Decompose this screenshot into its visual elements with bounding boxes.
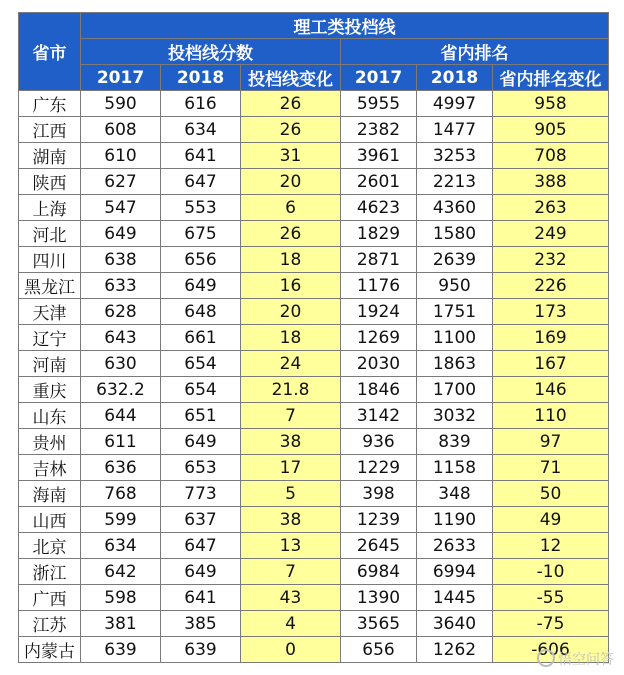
rank-2017-cell: 3142 [341,403,417,429]
table-row [19,533,609,559]
rank-2017-cell: 3565 [341,611,417,637]
province-cell: 上海 [19,195,81,221]
score-change-cell: 24 [241,351,341,377]
rank-2017-cell: 656 [341,637,417,663]
rank-change-cell: 49 [493,507,609,533]
score-change-cell: 17 [241,455,341,481]
rank-change-cell: -55 [493,585,609,611]
score-2018-cell: 773 [161,481,241,507]
score-2018-cell: 553 [161,195,241,221]
score-change-cell: 26 [241,117,341,143]
score-2017-cell: 599 [81,507,161,533]
score-2017-cell: 642 [81,559,161,585]
province-cell: 河南 [19,351,81,377]
rank-2018-cell: 3253 [417,143,493,169]
score-2017-cell: 630 [81,351,161,377]
score-2017-cell: 632.2 [81,377,161,403]
score-change-cell: 18 [241,325,341,351]
score-2018-cell: 654 [161,377,241,403]
score-2017-header: 2017 [81,65,161,91]
score-change-cell: 16 [241,273,341,299]
rank-change-cell: 71 [493,455,609,481]
score-change-cell: 6 [241,195,341,221]
score-change-cell: 38 [241,429,341,455]
rank-change-cell: 263 [493,195,609,221]
rank-2018-cell: 1445 [417,585,493,611]
score-change-cell: 38 [241,507,341,533]
rank-2018-cell: 4997 [417,91,493,117]
rank-group-header: 省内排名 [341,39,609,65]
rank-2018-cell: 2213 [417,169,493,195]
score-2017-cell: 639 [81,637,161,663]
score-2018-cell: 641 [161,585,241,611]
rank-2017-cell: 1390 [341,585,417,611]
rank-change-cell: 388 [493,169,609,195]
province-cell: 重庆 [19,377,81,403]
province-cell: 内蒙古 [19,637,81,663]
score-change-cell: 0 [241,637,341,663]
score-2017-cell: 608 [81,117,161,143]
score-change-cell: 26 [241,221,341,247]
score-change-header: 投档线变化 [241,65,341,91]
score-2017-cell: 627 [81,169,161,195]
table-row [19,247,609,273]
admission-score-table [18,12,609,663]
province-cell: 广西 [19,585,81,611]
province-header: 省市 [19,13,81,91]
rank-change-cell: -606 [493,637,609,663]
table-row [19,507,609,533]
table-row [19,195,609,221]
rank-2017-cell: 1176 [341,273,417,299]
score-2018-cell: 654 [161,351,241,377]
score-change-cell: 13 [241,533,341,559]
rank-2018-cell: 3640 [417,611,493,637]
rank-2017-cell: 936 [341,429,417,455]
province-cell: 吉林 [19,455,81,481]
score-2017-cell: 768 [81,481,161,507]
rank-2017-cell: 1229 [341,455,417,481]
rank-change-cell: 169 [493,325,609,351]
score-change-cell: 43 [241,585,341,611]
table-row [19,221,609,247]
rank-2017-cell: 2382 [341,117,417,143]
province-cell: 贵州 [19,429,81,455]
score-2018-cell: 634 [161,117,241,143]
province-cell: 辽宁 [19,325,81,351]
table-body [19,91,609,663]
score-change-cell: 26 [241,91,341,117]
rank-change-cell: 167 [493,351,609,377]
table-row [19,377,609,403]
score-2018-cell: 616 [161,91,241,117]
rank-2018-cell: 1158 [417,455,493,481]
rank-change-cell: -75 [493,611,609,637]
rank-2017-cell: 5955 [341,91,417,117]
score-change-cell: 21.8 [241,377,341,403]
score-2018-cell: 649 [161,429,241,455]
rank-2017-cell: 1924 [341,299,417,325]
rank-2017-cell: 2030 [341,351,417,377]
rank-2018-cell: 1100 [417,325,493,351]
rank-change-cell: 173 [493,299,609,325]
province-cell: 海南 [19,481,81,507]
score-2018-cell: 661 [161,325,241,351]
rank-2017-cell: 2601 [341,169,417,195]
rank-change-cell: 905 [493,117,609,143]
rank-2018-header: 2018 [417,65,493,91]
score-2018-header: 2018 [161,65,241,91]
rank-change-cell: 232 [493,247,609,273]
rank-2018-cell: 1262 [417,637,493,663]
table-row [19,637,609,663]
main-title: 理工类投档线 [81,13,609,39]
score-2017-cell: 590 [81,91,161,117]
rank-change-cell: 12 [493,533,609,559]
score-2018-cell: 641 [161,143,241,169]
table-row [19,585,609,611]
rank-2018-cell: 1190 [417,507,493,533]
score-change-cell: 18 [241,247,341,273]
score-2018-cell: 651 [161,403,241,429]
rank-2017-cell: 398 [341,481,417,507]
score-2017-cell: 638 [81,247,161,273]
rank-change-cell: 958 [493,91,609,117]
province-cell: 江苏 [19,611,81,637]
score-change-cell: 31 [241,143,341,169]
score-2018-cell: 653 [161,455,241,481]
rank-2017-cell: 4623 [341,195,417,221]
score-2017-cell: 381 [81,611,161,637]
province-cell: 江西 [19,117,81,143]
province-cell: 山西 [19,507,81,533]
rank-change-cell: 97 [493,429,609,455]
rank-2017-cell: 1829 [341,221,417,247]
province-cell: 河北 [19,221,81,247]
rank-2018-cell: 1863 [417,351,493,377]
rank-change-cell: 50 [493,481,609,507]
table-row [19,403,609,429]
province-cell: 天津 [19,299,81,325]
rank-change-header: 省内排名变化 [493,65,609,91]
table-row [19,325,609,351]
score-change-cell: 7 [241,403,341,429]
table-row [19,299,609,325]
rank-2017-cell: 6984 [341,559,417,585]
score-2017-cell: 628 [81,299,161,325]
province-cell: 广东 [19,91,81,117]
score-2017-cell: 547 [81,195,161,221]
score-2018-cell: 649 [161,559,241,585]
table-row [19,143,609,169]
rank-change-cell: 226 [493,273,609,299]
rank-2017-cell: 2871 [341,247,417,273]
rank-2017-header: 2017 [341,65,417,91]
score-change-cell: 5 [241,481,341,507]
table-row [19,273,609,299]
score-group-header: 投档线分数 [81,39,341,65]
table-row [19,455,609,481]
province-cell: 黑龙江 [19,273,81,299]
rank-2017-cell: 1239 [341,507,417,533]
score-2017-cell: 636 [81,455,161,481]
province-cell: 四川 [19,247,81,273]
score-2017-cell: 649 [81,221,161,247]
table-row [19,481,609,507]
rank-2018-cell: 2633 [417,533,493,559]
score-2018-cell: 648 [161,299,241,325]
score-2018-cell: 637 [161,507,241,533]
watermark-text: 悟空问答 [558,652,614,668]
watermark [537,649,614,669]
table-row [19,351,609,377]
score-change-cell: 7 [241,559,341,585]
rank-2018-cell: 3032 [417,403,493,429]
table-row [19,117,609,143]
rank-2018-cell: 839 [417,429,493,455]
score-2017-cell: 598 [81,585,161,611]
rank-2018-cell: 1477 [417,117,493,143]
province-cell: 陕西 [19,169,81,195]
score-2018-cell: 656 [161,247,241,273]
rank-change-cell: 249 [493,221,609,247]
score-2018-cell: 639 [161,637,241,663]
score-2018-cell: 649 [161,273,241,299]
rank-2017-cell: 2645 [341,533,417,559]
score-change-cell: 4 [241,611,341,637]
wukong-logo-icon [537,649,555,667]
score-2018-cell: 385 [161,611,241,637]
rank-2017-cell: 1846 [341,377,417,403]
score-2017-cell: 634 [81,533,161,559]
table-row [19,559,609,585]
rank-change-cell: 110 [493,403,609,429]
rank-2018-cell: 950 [417,273,493,299]
province-cell: 湖南 [19,143,81,169]
rank-change-cell: -10 [493,559,609,585]
table-row [19,91,609,117]
table-row [19,429,609,455]
rank-2018-cell: 4360 [417,195,493,221]
province-cell: 山东 [19,403,81,429]
score-2018-cell: 675 [161,221,241,247]
rank-2017-cell: 1269 [341,325,417,351]
score-2017-cell: 644 [81,403,161,429]
rank-2017-cell: 3961 [341,143,417,169]
score-2018-cell: 647 [161,533,241,559]
rank-2018-cell: 1700 [417,377,493,403]
rank-2018-cell: 1751 [417,299,493,325]
score-2017-cell: 610 [81,143,161,169]
score-2017-cell: 611 [81,429,161,455]
score-change-cell: 20 [241,169,341,195]
province-cell: 浙江 [19,559,81,585]
rank-change-cell: 146 [493,377,609,403]
province-cell: 北京 [19,533,81,559]
score-2018-cell: 647 [161,169,241,195]
score-change-cell: 20 [241,299,341,325]
rank-change-cell: 708 [493,143,609,169]
rank-2018-cell: 348 [417,481,493,507]
table-row [19,611,609,637]
table-row [19,169,609,195]
rank-2018-cell: 2639 [417,247,493,273]
rank-2018-cell: 1580 [417,221,493,247]
rank-2018-cell: 6994 [417,559,493,585]
score-2017-cell: 633 [81,273,161,299]
score-2017-cell: 643 [81,325,161,351]
